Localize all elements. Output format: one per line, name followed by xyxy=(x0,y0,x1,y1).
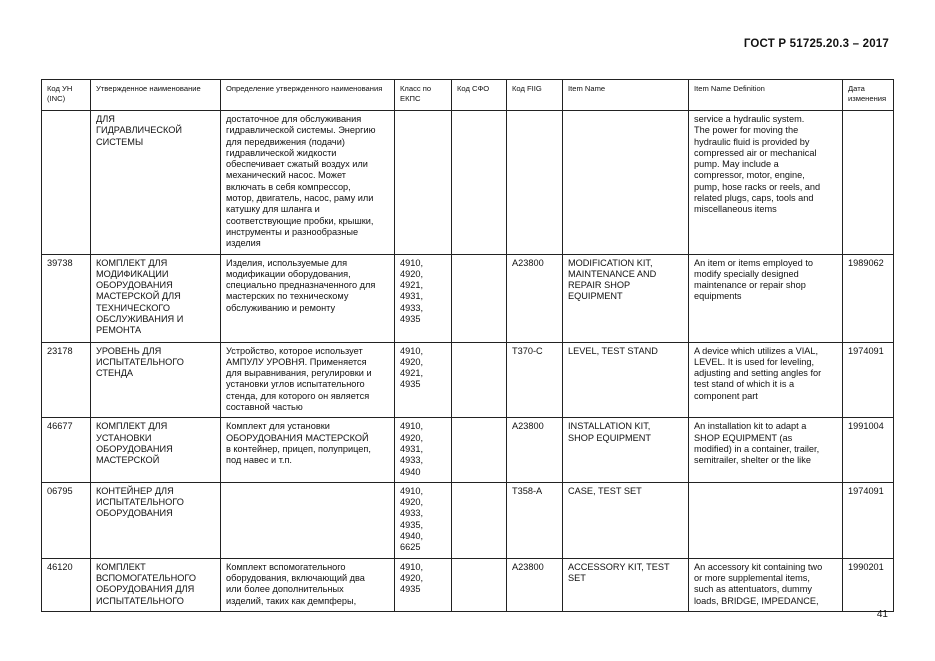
catalog-table xyxy=(41,79,894,612)
document-title: ГОСТ Р 51725.20.3 – 2017 xyxy=(743,38,889,50)
table-row xyxy=(42,558,894,611)
cell-fiig: T370-C xyxy=(507,342,563,418)
cell-sfo xyxy=(452,111,507,255)
cell-item-name: LEVEL, TEST STAND xyxy=(563,342,689,418)
cell-item-name: CASE, TEST SET xyxy=(563,482,689,558)
column-header-item-name: Item Name xyxy=(563,80,689,111)
cell-ekps: 4910, 4920, 4921, 4935 xyxy=(395,342,452,418)
column-header-sfo: Код СФО xyxy=(452,80,507,111)
cell-ekps: 4910, 4920, 4921, 4931, 4933, 4935 xyxy=(395,254,452,342)
table-row xyxy=(42,482,894,558)
table-row xyxy=(42,418,894,482)
cell-name-ru: КОМПЛЕКТ ДЛЯ УСТАНОВКИ ОБОРУДОВАНИЯ МАСТЕРСКОЙ xyxy=(91,418,221,482)
cell-item-definition: An accessory kit containing two or more supplemental items, such as attentuators, dummy loads, BRIDGE, IMPEDANCE, xyxy=(689,558,843,611)
cell-item-name: MODIFICATION KIT, MAINTENANCE AND REPAIR SHOP EQUIPMENT xyxy=(563,254,689,342)
cell-inc: 46677 xyxy=(42,418,91,482)
cell-date: 1989062 xyxy=(843,254,894,342)
cell-name-ru: УРОВЕНЬ ДЛЯ ИСПЫТАТЕЛЬНОГО СТЕНДА xyxy=(91,342,221,418)
cell-fiig: T358-A xyxy=(507,482,563,558)
cell-fiig: A23800 xyxy=(507,254,563,342)
cell-definition-ru: Комплект для установки ОБОРУДОВАНИЯ МАСТЕРСКОЙ в контейнер, прицеп, полуприцеп, под навес и т.п. xyxy=(221,418,395,482)
table-header-row xyxy=(42,80,894,111)
cell-sfo xyxy=(452,254,507,342)
cell-sfo xyxy=(452,342,507,418)
table-row xyxy=(42,254,894,342)
cell-date: 1990201 xyxy=(843,558,894,611)
column-header-name-ru: Утвержденное наименование xyxy=(91,80,221,111)
cell-sfo xyxy=(452,418,507,482)
cell-inc xyxy=(42,111,91,255)
cell-name-ru: КОНТЕЙНЕР ДЛЯ ИСПЫТАТЕЛЬНОГО ОБОРУДОВАНИЯ xyxy=(91,482,221,558)
cell-inc: 46120 xyxy=(42,558,91,611)
cell-definition-ru: Устройство, которое использует АМПУЛУ УРОВНЯ. Применяется для выравнивания, регулировки и установки углов испытательного стенда, для которого он является составной частью xyxy=(221,342,395,418)
cell-definition-ru: Комплект вспомогательного оборудования, включающий два или более дополнительных изделий, таких как демпферы, xyxy=(221,558,395,611)
cell-item-definition: service a hydraulic system. The power for moving the hydraulic fluid is provided by compressed air or mechanical pump. May include a compressor, motor, engine, pump, hose racks or reels, and related plugs, caps, tools and miscellaneous items xyxy=(689,111,843,255)
cell-definition-ru: достаточное для обслуживания гидравлической системы. Энергию для передвижения (подачи) гидравлической жидкости обеспечивает сжатый воздух или механический насос. Может включать в себя компрессор, мотор, двигатель, насос, раму или катушку для шланга и соответствующие пробки, крышки, инструменты и разнообразные изделия xyxy=(221,111,395,255)
cell-name-ru: КОМПЛЕКТ ДЛЯ МОДИФИКАЦИИ ОБОРУДОВАНИЯ МАСТЕРСКОЙ ДЛЯ ТЕХНИЧЕСКОГО ОБСЛУЖИВАНИЯ И РЕМОНТА xyxy=(91,254,221,342)
cell-item-name xyxy=(563,111,689,255)
cell-name-ru: КОМПЛЕКТ ВСПОМОГАТЕЛЬНОГО ОБОРУДОВАНИЯ ДЛЯ ИСПЫТАТЕЛЬНОГО xyxy=(91,558,221,611)
cell-date: 1974091 xyxy=(843,482,894,558)
cell-item-definition: An item or items employed to modify specially designed maintenance or repair shop equipments xyxy=(689,254,843,342)
table-row xyxy=(42,111,894,255)
cell-sfo xyxy=(452,558,507,611)
cell-ekps: 4910, 4920, 4931, 4933, 4940 xyxy=(395,418,452,482)
column-header-date: Дата изменения xyxy=(843,80,894,111)
cell-inc: 39738 xyxy=(42,254,91,342)
cell-date xyxy=(843,111,894,255)
cell-item-name: INSTALLATION KIT, SHOP EQUIPMENT xyxy=(563,418,689,482)
cell-ekps xyxy=(395,111,452,255)
cell-definition-ru: Изделия, используемые для модификации оборудования, специально предназначенного для мастерских по техническому обслуживанию и ремонту xyxy=(221,254,395,342)
cell-date: 1991004 xyxy=(843,418,894,482)
cell-inc: 06795 xyxy=(42,482,91,558)
page-number: 41 xyxy=(876,609,888,620)
column-header-item-definition: Item Name Definition xyxy=(689,80,843,111)
cell-definition-ru xyxy=(221,482,395,558)
cell-ekps: 4910, 4920, 4935 xyxy=(395,558,452,611)
cell-fiig: A23800 xyxy=(507,558,563,611)
cell-name-ru: ДЛЯ ГИДРАВЛИЧЕСКОЙ СИСТЕМЫ xyxy=(91,111,221,255)
cell-inc: 23178 xyxy=(42,342,91,418)
cell-date: 1974091 xyxy=(843,342,894,418)
cell-sfo xyxy=(452,482,507,558)
cell-fiig: A23800 xyxy=(507,418,563,482)
column-header-fiig: Код FIIG xyxy=(507,80,563,111)
cell-item-definition: An installation kit to adapt a SHOP EQUIPMENT (as modified) in a container, trailer, semitrailer, shelter or the like xyxy=(689,418,843,482)
column-header-definition-ru: Определение утвержденного наименования xyxy=(221,80,395,111)
cell-item-definition xyxy=(689,482,843,558)
cell-item-definition: A device which utilizes a VIAL, LEVEL. It is used for leveling, adjusting and setting angles for test stand of which it is a component part xyxy=(689,342,843,418)
column-header-ekps: Класс по ЕКПС xyxy=(395,80,452,111)
column-header-inc: Код УН (INC) xyxy=(42,80,91,111)
cell-item-name: ACCESSORY KIT, TEST SET xyxy=(563,558,689,611)
cell-fiig xyxy=(507,111,563,255)
table-row xyxy=(42,342,894,418)
cell-ekps: 4910, 4920, 4933, 4935, 4940, 6625 xyxy=(395,482,452,558)
